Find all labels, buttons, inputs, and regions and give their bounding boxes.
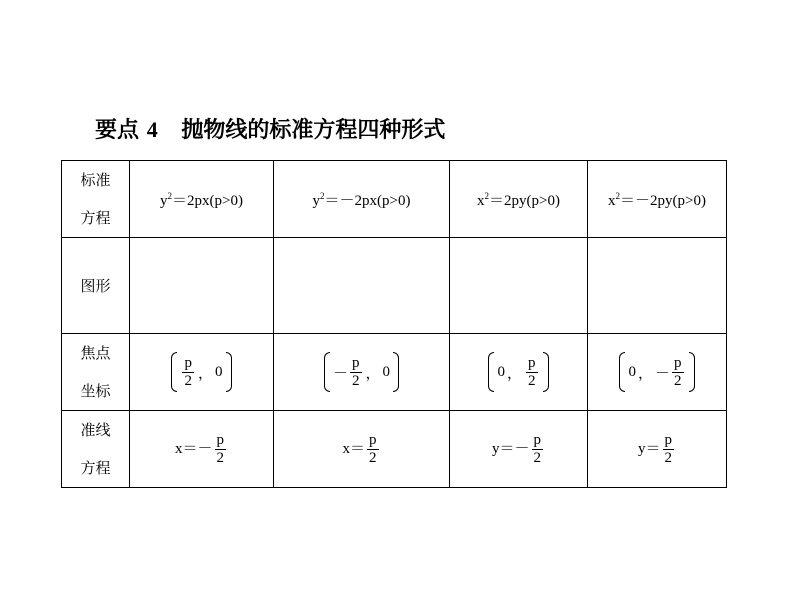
graph-cell: [274, 238, 450, 334]
focus-cell: 0 ， $\frac{p}{2}$: [450, 334, 588, 411]
table-row: [62, 238, 727, 334]
focus-cell: $\frac{p}{2}$ ， 0: [130, 334, 274, 411]
table-row: [62, 411, 727, 488]
directrix-cell: x＝－ $\frac{p}{2}$: [130, 411, 274, 488]
directrix-cell: y＝－ $\frac{p}{2}$: [450, 411, 588, 488]
directrix-cell: y＝ $\frac{p}{2}$: [588, 411, 727, 488]
table-row: [62, 161, 727, 238]
graph-cell: [588, 238, 727, 334]
focus-cell: － $\frac{p}{2}$ ， 0: [274, 334, 450, 411]
row-header-focus: 焦点 坐标: [62, 334, 130, 411]
title-text: 抛物线的标准方程四种形式: [181, 118, 446, 143]
section-title: [95, 113, 445, 144]
row-header-standard-eq: 标准 方程: [62, 161, 130, 238]
graph-cell: [450, 238, 588, 334]
parabola-forms-table: [61, 160, 727, 488]
graph-cell: [130, 238, 274, 334]
table-row: [62, 334, 727, 411]
directrix-cell: x＝ $\frac{p}{2}$: [274, 411, 450, 488]
row-header-directrix: 准线 方程: [62, 411, 130, 488]
standard-eq-cell: $y^2=-2px(p>0)$: [274, 161, 450, 238]
focus-cell: 0 ， － $\frac{p}{2}$: [588, 334, 727, 411]
standard-eq-cell: $x^2=-2py(p>0)$: [588, 161, 727, 238]
row-header-graph: 图形: [62, 238, 130, 334]
standard-eq-cell: $x^2=2py(p>0)$: [450, 161, 588, 238]
title-number: 4: [146, 117, 158, 142]
standard-eq-cell: $y^2=2px(p>0)$: [130, 161, 274, 238]
title-prefix: 要点: [95, 118, 140, 143]
